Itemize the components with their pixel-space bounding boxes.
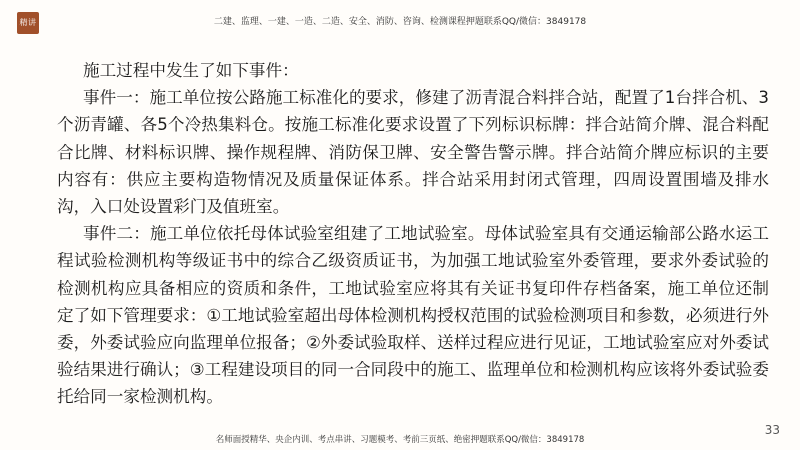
footer-contact-line: 名师面授精华、央企内训、考点串讲、习题模考、考前三页纸、绝密押题联系QQ/微信：3849178 bbox=[215, 435, 585, 445]
event-one-paragraph: 事件一：施工单位按公路施工标准化的要求，修建了沥青混合料拌合站，配置了1台拌合机、3个沥青罐、各5个冷热集料仓。按施工标准化要求设置了下列标识标牌：拌合站简介牌、混合料配合比牌、材料标识牌、操作规程牌、消防保卫牌、安全警告警示牌。拌合站简介牌应标识的主要内容有：供应主要构造物情况及质量保证体系。拌合站采用封闭式管理，四周设置围墙及排水沟，入口处设置彩门及值班室。 bbox=[57, 88, 769, 217]
section-heading: 施工过程中发生了如下事件： bbox=[83, 61, 299, 80]
header-contact-line: 二建、监理、一建、一造、二造、安全、消防、咨询、检测课程押题联系QQ/微信：3849178 bbox=[213, 17, 587, 27]
page-number: 33 bbox=[764, 423, 780, 437]
lecture-badge: 精讲 bbox=[17, 12, 39, 34]
document-body bbox=[57, 57, 769, 411]
event-two-paragraph: 事件二：施工单位依托母体试验室组建了工地试验室。母体试验室具有交通运输部公路水运工程试验检测机构等级证书中的综合乙级资质证书，为加强工地试验室外委管理，要求外委试验的检测机构应具备相应的资质和条件，工地试验室应将其有关证书复印件存档备案，施工单位还制定了如下管理要求：①工地试验室超出母体检测机构授权范围的试验检测项目和参数，必须进行外委，外委试验应向监理单位报备；②外委试验取样、送样过程应进行见证，工地试验室应对外委试验结果进行确认；③工程建设项目的同一合同段中的施工、监理单位和检测机构应该将外委试验委托给同一家检测机构。 bbox=[57, 224, 769, 407]
